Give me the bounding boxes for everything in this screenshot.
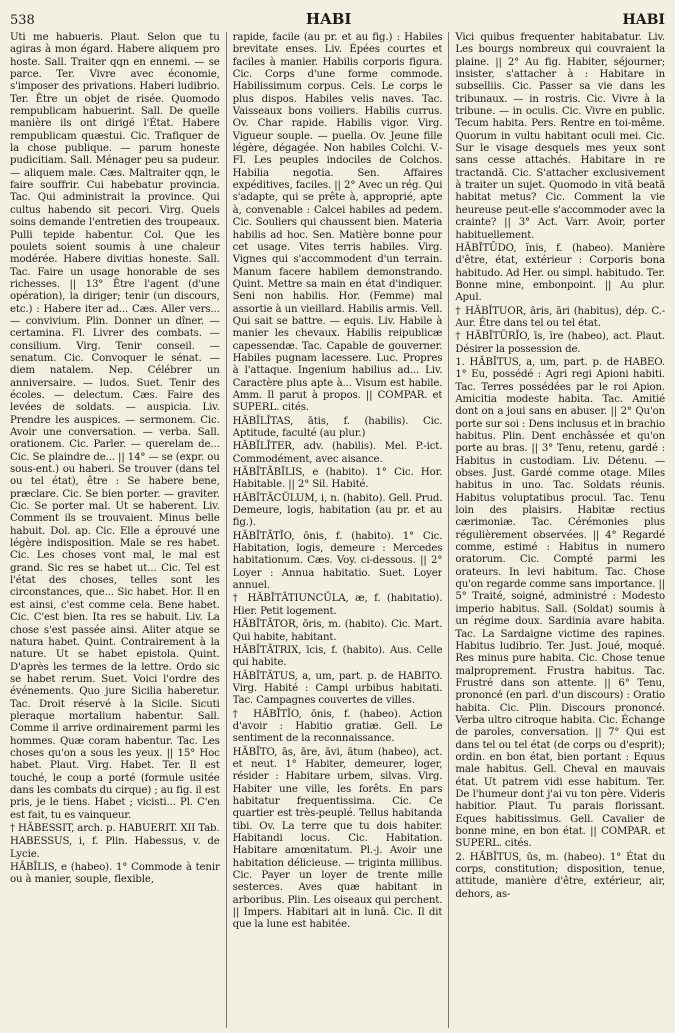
dictionary-entry: † HĂBĬTĀTIUNCŬLA, æ, f. (habitatio). Hier. Petit logement.: [232, 593, 443, 617]
dictionary-entry: HĂBĬTĀTOR, ōris, m. (habito). Cic. Mart. Qui habite, habitant.: [232, 619, 443, 643]
page-number: 538: [10, 13, 35, 28]
dictionary-entry: 2. HĂBĬTUS, ūs, m. (habeo). 1° État du corps, constitution; disposition, tenue, attitude, manière d'être, extérieur, air, dehors, as-: [455, 851, 666, 900]
dictionary-entry: HĂBĬLĬTER, adv. (habilis). Mel. P.-ict. Commodément, avec aisance.: [232, 441, 443, 465]
dictionary-entry: † HĂBĬTŬRĬO, īs, īre (habeo), act. Plaut. Désirer la possession de.: [455, 331, 666, 355]
dictionary-entry: HABESSUS, i, f. Plin. Habessus, v. de Lycie.: [10, 836, 220, 860]
column-right: [455, 32, 665, 1028]
dictionary-entry: Vici quibus frequenter habitabatur. Liv. Les bourgs nombreux qui couvraient la plaine. || 2° Au fig. Habiter, séjourner; insister, s'attacher à : Habitare in subselliis. Cic. Passer sa vie dans les tribunaux. — in rostris. Cic. Vivre à la tribune. — in oculis. Cic. Vivre en public. Tecum habita. Pers. Rentre en toi-même. Quorum in vultu habitant oculi mei. Cic. Sur le visage desquels mes yeux sont sans cesse attachés. Habitare in re tractandā. Cic. S'attacher exclusivement à traiter un sujet. Quomodo in vitā beatā habitat metus? Cic. Comment la vie heureuse peut-elle s'accommoder avec la crainte? || 3° Act. Varr. Avoir, porter habituellement.: [455, 32, 666, 241]
dictionary-entry: † HĂBĬTĬO, ōnis, f. (habeo). Action d'avoir : Habitio gratiæ. Gell. Le sentiment de la reconnaissance.: [232, 708, 443, 745]
dictionary-entry: † HĂBĬTUOR, āris, āri (habitus), dép. C.-Aur. Être dans tel ou tel état.: [455, 305, 666, 329]
dictionary-entry: HĂBĬTO, ās, āre, āvi, ātum (habeo), act. et neut. 1° Habiter, demeurer, loger, résider : Habitare urbem, silvas. Virg. Habiter une ville, les forêts. En pars habitatur frequentissima. Cic. Ce quartier est très-peuplé. Tellus habitanda tibi. Ov. La terre que tu dois habiter. Habitandi locus. Cic. Habitation. Habitare amœnitatum. Pl.-j. Avoir une habitation délicieuse. — triginta millibus. Cic. Payer un loyer de trente mille sesterces. Aves quæ habitant in arboribus. Plin. Les oiseaux qui perchent. || Impers. Habitari ait in lunā. Cic. Il dit que la lune est habitée.: [232, 746, 443, 931]
column-middle: [233, 32, 443, 1028]
dictionary-entry: HĂBĬTŪDO, ĭnis, f. (habeo). Manière d'être, état, extérieur : Corporis bona habitudo. Ad Her. ou simpl. habitudo. Ter. Bonne mine, embonpoint. || Au plur. Apul.: [455, 242, 666, 304]
dictionary-entry: HĂBĬTĀTĬO, ōnis, f. (habito). 1° Cic. Habitation, logis, demeure : Mercedes habitationum. Cæs. Voy. ci-dessous. || 2° Loyer : Annua habitatio. Suet. Loyer annuel.: [232, 530, 443, 592]
dictionary-entry: HĂBĬLĬTAS, ātis, f. (habilis). Cic. Aptitude, faculté (au plur.): [232, 415, 443, 439]
dictionary-entry: HĂBĬTĀBĬLIS, e (habito). 1° Cic. Hor. Habitable. || 2° Sil. Habité.: [232, 467, 443, 491]
dictionary-entry: HĂBĬTĀTUS, a, um, part. p. de HABITO. Virg. Habité : Campi urbibus habitati. Tac. Campagnes couvertes de villes.: [232, 670, 443, 707]
text-columns: [10, 32, 665, 1028]
running-head-right: HABI: [622, 12, 665, 28]
dictionary-entry: HĂBĬTĀCŬLUM, i, n. (habito). Gell. Prud. Demeure, logis, habitation (au pr. et au fig.).: [232, 492, 443, 529]
dictionary-entry: HĂBĬTĀTRIX, īcis, f. (habito). Aus. Celle qui habite.: [232, 644, 443, 669]
dictionary-entry: 1. HĂBĬTUS, a, um, part. p. de HABEO. 1° Eu, possédé : Agri regi Apioni habiti. Tac. Terres possédées par le roi Apion. Amicitia modeste habita. Tac. Amitié dont on a joui sans en abuser. || 2° Qu'on porte sur soi : Dens inclusus et in brachio habitus. Plin. Dent enchâssée et qu'on porte au bras. || 3° Tenu, retenu, gardé : Habitus in custodiam. Liv. Détenu. — obses. Just. Gardé comme otage. Miles habitus in uno. Tac. Soldats réunis. Habitus voluptatibus procul. Tac. Tenu loin des plaisirs. Habitæ rectius cærimoniæ. Tac. Cérémonies plus régulièrement observées. || 4° Regardé comme, estimé : Habitus in numero oratorum. Cic. Compté parmi les orateurs. In levi habitum. Tac. Chose qu'on regarde comme sans importance. || 5° Traité, soigné, administré : Modesto imperio habitus. Sall. (Soldat) soumis à un régime doux. Sardinia avare habita. Tac. La Sardaigne victime des rapines. Habitus ludibrio. Ter. Just. Joué, moqué. Res minus pure habita. Cic. Chose tenue malproprement. Frustra habitus. Tac. Frustré dans son attente. || 6° Tenu, prononcé (en parl. d'un discours) : Oratio habita. Cic. Plin. Discours prononcé. Verba ultro citroque habita. Cic. Échange de paroles, conversation. || 7° Qui est dans tel ou tel état (de corps ou d'esprit); ordin. en bon état, bien portant : Equus male habitus. Gell. Cheval en mauvais état. Ut patrem vidi esse habitum. Ter. De l'humeur dont j'ai vu ton père. Videris habitior. Plaut. Tu parais florissant. Eques habitissimus. Gell. Cavalier de bonne mine, en bon état. || COMPAR. et SUPERL. cités.: [455, 356, 666, 850]
dictionary-entry: rapide, facile (au pr. et au fig.) : Habiles brevitate enses. Liv. Épées courtes et faciles à manier. Habilis corporis figura. Cic. Corps d'une forme commode. Habilissimum corpus. Cels. Le corps le plus dispos. Habiles velis naves. Tac. Vaisseaux bons voiliers. Habilis currus. Ov. Char rapide. Habilis vigor. Virg. Vigueur souple. — puella. Ov. Jeune fille légère, dégagée. Non habiles Colchi. V.-Fl. Les peuples indociles de Colchos. Habilia negotia. Sen. Affaires expéditives, faciles. || 2° Avec un rég. Qui s'adapte, qui se prête à, approprié, apte à, convenable : Calcei habiles ad pedem. Cic. Souliers qui chaussent bien. Materia habilis ad hoc. Sen. Matière bonne pour cet usage. Vites terris habiles. Virg. Vignes qui s'accommodent d'un terrain. Manum facere habilem demonstrando. Quint. Mettre sa main en état d'indiquer. Seni non habilis. Hor. (Femme) mal assortie à un vieillard. Habilis armis. Vell. Qui sait se battre. — equis. Liv. Habile à manier les chevaux. Habilis reipublicæ capessendæ. Tac. Capable de gouverner. Habiles pugnam lacessere. Luc. Propres à l'attaque. Ingenium habilius ad... Liv. Caractère plus apte à... Visum est habile. Amm. Il parut à propos. || COMPAR. et SUPERL. cités.: [232, 32, 443, 414]
column-rule: [448, 32, 449, 1028]
page-header: [10, 10, 665, 32]
column-rule: [226, 32, 227, 1028]
dictionary-entry: HĂBĬLIS, e (habeo). 1° Commode à tenir ou à manier, souple, flexible,: [10, 862, 220, 886]
dictionary-entry: Uti me habueris. Plaut. Selon que tu agiras à mon égard. Habere aliquem pro hoste. Sall. Traiter qqn en ennemi. — se parce. Ter. Vivre avec économie, s'imposer des privations. Haberi ludibrio. Ter. Être un objet de risée. Quomodo rempublicam habuerint. Sall. De quelle manière ils ont dirigé l'État. Habere rempublicam quæstui. Cic. Trafiquer de la chose publique. — parum honeste pudicitiam. Sall. Ménager peu sa pudeur. — aliquem male. Cæs. Maltraiter qqn, le faire souffrir. Cui habebatur provincia. Tac. Qui administrait la province. Qui cultus habendo sit pecori. Virg. Quels soins demande l'entretien des troupeaux. Pulli tepide habentur. Col. Que les poulets soient soumis à une chaleur modérée. Habere divitias honeste. Sall. Tac. Faire un usage honorable de ses richesses. || 13° Être l'agent (d'une opération), la diriger; tenir (un discours, etc.) : Habere iter ad... Cæs. Aller vers... — convivium. Plin. Donner un dîner. — certamina. Fl. Livrer des combats. — consilium. Virg. Tenir conseil. — senatum. Cic. Convoquer le sénat. — diem natalem. Nep. Célébrer un anniversaire. — ludos. Suet. Tenir des écoles. — delectum. Cæs. Faire des levées de soldats. — auspicia. Liv. Prendre les auspices. — sermonem. Cic. Avoir une conversation. — verba. Sall. orationem. Cic. Parler. — querelam de... Cic. Se plaindre de... || 14° — se (expr. ou sous-ent.) ou haberi. Se trouver (dans tel ou tel état), être : Se habere bene, præclare. Cic. Se bien porter. — graviter. Cic. Se porter mal. Ut se haberent. Liv. Comment ils se trouvaient. Minus belle habuit. Dol. ap. Cic. Elle a éprouvé une légère indisposition. Male se res habet. Cic. Les choses vont mal, le mal est grand. Sic res se habet ut... Cic. Tel est l'état des choses, telles sont les circonstances, que... Sic habet. Hor. Il en est ainsi, c'est comme cela. Bene habet. Cic. C'est bien. Ita res se habuit. Liv. La chose s'est passée ainsi. Aliter atque se natura habet. Quint. Contrairement à la nature. Ut se habet epistola. Quint. D'après les termes de la lettre. Ordo sic se habet rerum. Suet. Voici l'ordre des événements. Quo jure Sicilia haberetur. Tac. Droit réservé à la Sicile. Sicuti pleraque mortalium habentur. Sall. Comme il arrive ordinairement parmi les hommes. Quæ coram habentur. Tac. Les choses qu'on a sous les yeux. || 15° Hoc habet. Plaut. Virg. Habet. Ter. Il est touché, le coup a porté (formule usitée dans les combats du cirque) ; au fig. il est pris, je le tiens. Habet ; vicisti... Pl. C'en est fait, tu es vainqueur.: [10, 32, 220, 821]
running-head-center: HABI: [305, 10, 352, 28]
dictionary-entry: † HĂBESSIT, arch. p. HABUERIT. XII Tab.: [10, 823, 220, 834]
column-left: [10, 32, 220, 1028]
